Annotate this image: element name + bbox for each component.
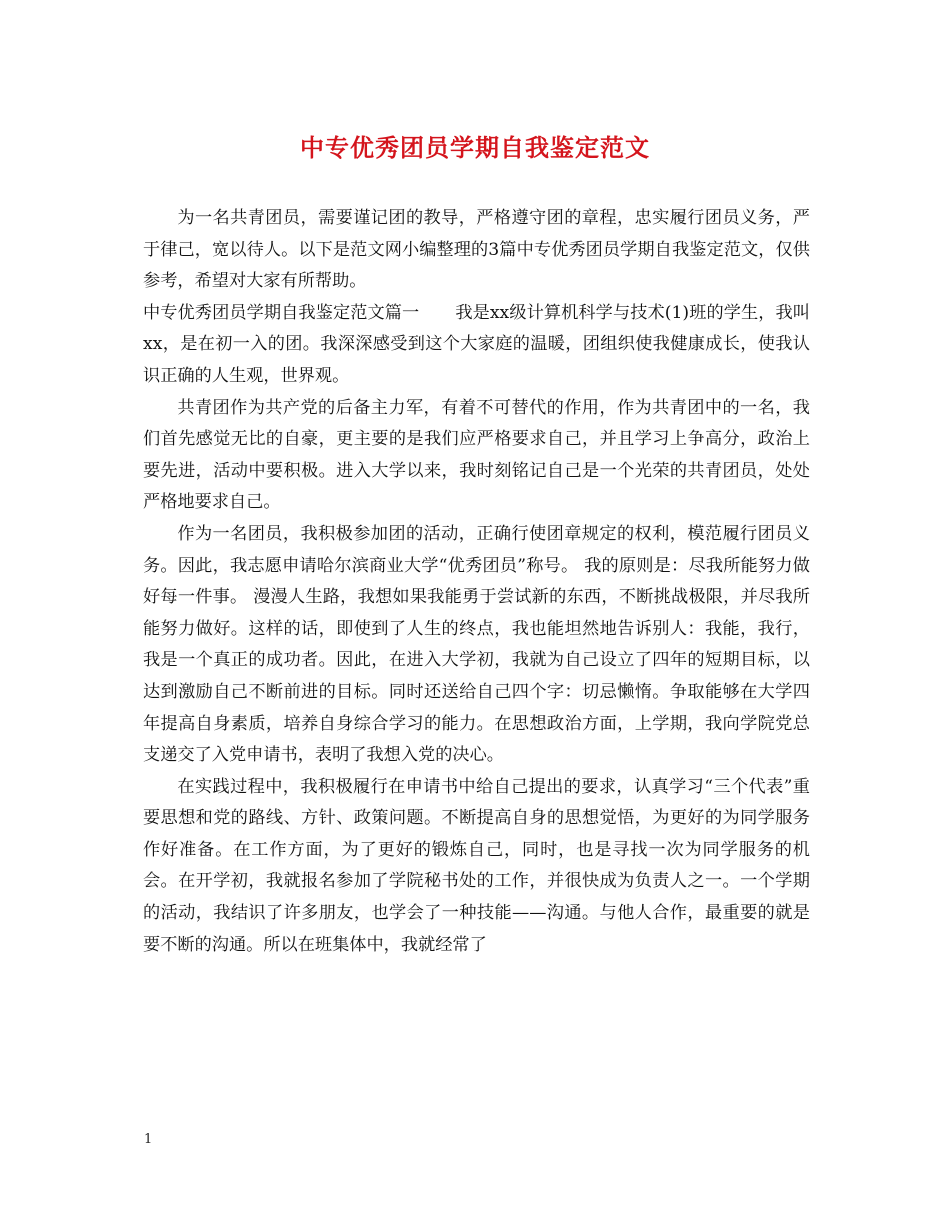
page-number: 1 <box>144 1132 153 1147</box>
document-title: 中专优秀团员学期自我鉴定范文 <box>300 133 650 162</box>
body-paragraph-4: 在实践过程中，我积极履行在申请书中给自己提出的要求，认真学习“三个代表”重要思想和党的路线、方针、政策问题。不断提高自身的思想觉悟，为更好的为同学服务作好准备。在工作方面，为了更好的锻炼自己，同时，也是寻找一次为同学服务的机会。在开学初，我就报名参加了学院秘书处的工作，并很快成为负责人之一。一个学期的活动，我结识了许多朋友，也学会了一种技能——沟通。与他人合作，最重要的就是要不断的沟通。所以在班集体中，我就经常了 <box>143 776 810 955</box>
intro-paragraph: 为一名共青团员，需要谨记团的教导，严格遵守团的章程，忠实履行团员义务，严于律己，宽以待人。以下是范文网小编整理的3篇中专优秀团员学期自我鉴定范文，仅供参考，希望对大家有所帮助。 <box>143 208 810 292</box>
section-heading: 中专优秀团员学期自我鉴定范文篇一 <box>143 302 420 323</box>
body-paragraph-2: 共青团作为共产党的后备主力军，有着不可替代的作用，作为共青团中的一名，我们首先感觉无比的自豪，更主要的是我们应严格要求自己，并且学习上争高分，政治上要先进，活动中要积极。进入大学以来，我时刻铭记自己是一个光荣的共青团员，处处严格地要求自己。 <box>143 397 810 513</box>
document-body <box>143 203 810 961</box>
body-paragraph-3: 作为一名团员，我积极参加团的活动，正确行使团章规定的权利，模范履行团员义务。因此，我志愿申请哈尔滨商业大学“优秀团员”称号。 我的原则是：尽我所能努力做好每一件事。 漫漫人生路，我想如果我能勇于尝试新的东西，不断挑战极限，并尽我所能努力做好。这样的话，即使到了人生的终点，我也能坦然地告诉别人：我能，我行，我是一个真正的成功者。因此，在进入大学初，我就为自己设立了四年的短期目标，以达到激励自己不断前进的目标。同时还送给自己四个字：切忌懒惰。争取能够在大学四年提高自身素质，培养自身综合学习的能力。在思想政治方面，上学期，我向学院党总支递交了入党申请书，表明了我想入党的决心。 <box>143 523 810 766</box>
section-paragraph-1-text: 我是xx级计算机科学与技术(1)班的学生，我叫xx，是在初一入的团。我深深感受到这个大家庭的温暖，团组织使我健康成长，使我认识正确的人生观，世界观。 <box>143 302 810 386</box>
section-paragraph-1 <box>143 298 810 393</box>
